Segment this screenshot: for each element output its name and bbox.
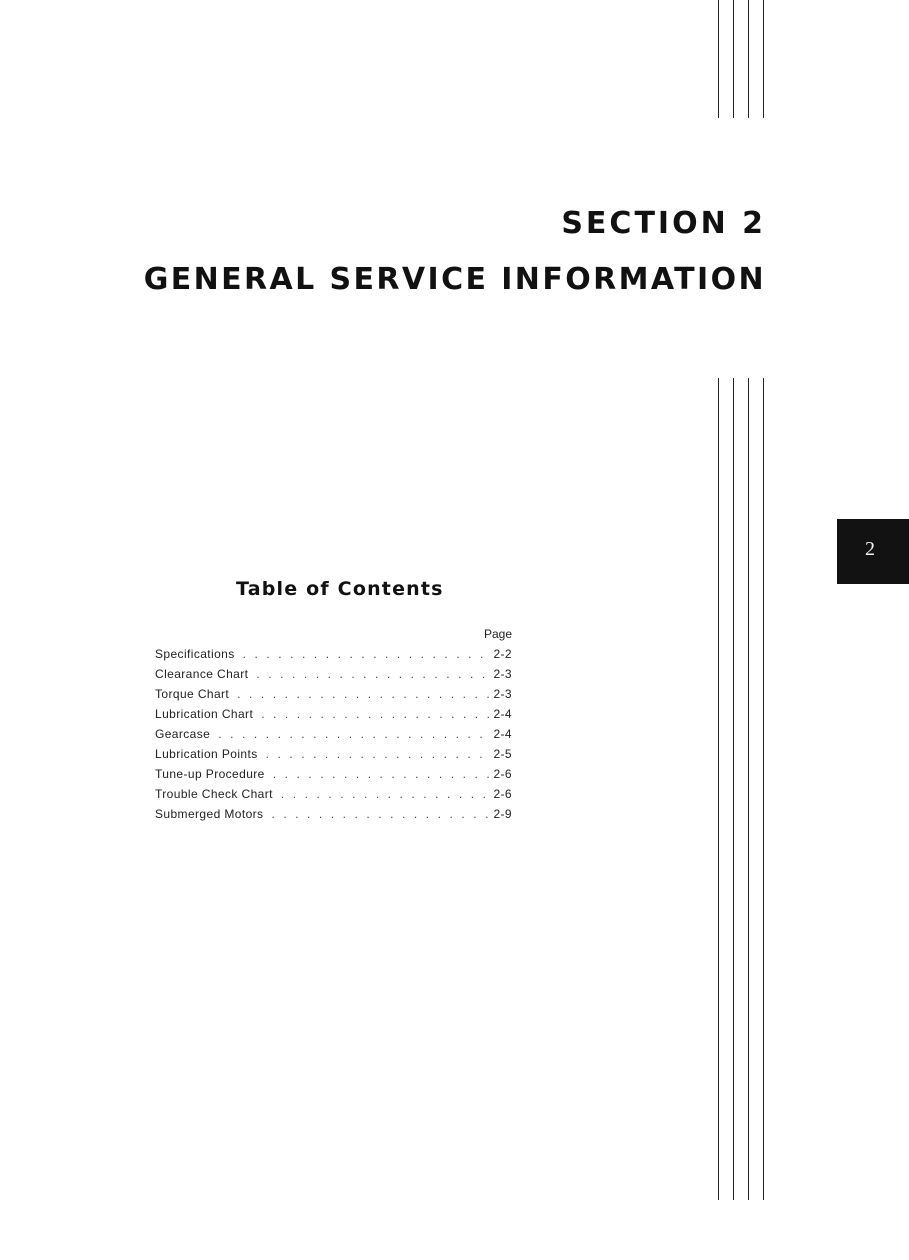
toc-entry[interactable]	[155, 787, 512, 807]
toc-entry-page: 2-4	[493, 727, 512, 741]
toc-entry[interactable]	[155, 767, 512, 787]
toc-leader-dots	[271, 807, 489, 821]
rule-line-long-3	[748, 378, 749, 1200]
toc-leader-dots	[281, 787, 490, 801]
rule-line-top-4	[763, 0, 764, 118]
toc-entry-label: Gearcase	[155, 727, 211, 741]
rule-line-top-2	[733, 0, 734, 118]
toc-entry-page: 2-2	[493, 647, 512, 661]
toc-entry[interactable]	[155, 747, 512, 767]
toc-entry-page: 2-6	[493, 767, 512, 781]
section-tab-number: 2	[865, 538, 875, 560]
toc-entry-label: Specifications	[155, 647, 235, 661]
toc-entry-page: 2-6	[493, 787, 512, 801]
toc-list	[155, 647, 512, 827]
toc-entry-label: Torque Chart	[155, 687, 230, 701]
toc-title: Table of Contents	[236, 578, 444, 600]
toc-entry[interactable]	[155, 727, 512, 747]
toc-entry-label: Submerged Motors	[155, 807, 264, 821]
toc-leader-dots	[218, 727, 489, 741]
toc-leader-dots	[237, 687, 489, 701]
page-title: GENERAL SERVICE INFORMATION	[143, 262, 766, 297]
rule-line-long-1	[718, 378, 719, 1200]
section-tab-marker	[837, 519, 909, 584]
toc-entry-label: Trouble Check Chart	[155, 787, 273, 801]
section-label: SECTION 2	[561, 206, 766, 241]
rule-line-top-3	[748, 0, 749, 118]
toc-entry-page: 2-4	[493, 707, 512, 721]
toc-entry[interactable]	[155, 687, 512, 707]
toc-entry[interactable]	[155, 647, 512, 667]
toc-entry[interactable]	[155, 667, 512, 687]
toc-leader-dots	[273, 767, 490, 781]
rule-line-long-2	[733, 378, 734, 1200]
toc-entry-page: 2-3	[493, 667, 512, 681]
toc-leader-dots	[243, 647, 490, 661]
toc-page-column-label: Page	[483, 627, 512, 641]
toc-entry-label: Lubrication Points	[155, 747, 258, 761]
rule-line-top-1	[718, 0, 719, 118]
rule-line-long-4	[763, 378, 764, 1200]
toc-entry[interactable]	[155, 807, 512, 827]
toc-entry-page: 2-3	[493, 687, 512, 701]
toc-entry-page: 2-9	[493, 807, 512, 821]
toc-leader-dots	[266, 747, 490, 761]
toc-entry[interactable]	[155, 707, 512, 727]
toc-entry-label: Clearance Chart	[155, 667, 249, 681]
toc-entry-label: Lubrication Chart	[155, 707, 254, 721]
toc-leader-dots	[261, 707, 489, 721]
toc-entry-label: Tune-up Procedure	[155, 767, 265, 781]
toc-entry-page: 2-5	[493, 747, 512, 761]
toc-leader-dots	[256, 667, 489, 681]
